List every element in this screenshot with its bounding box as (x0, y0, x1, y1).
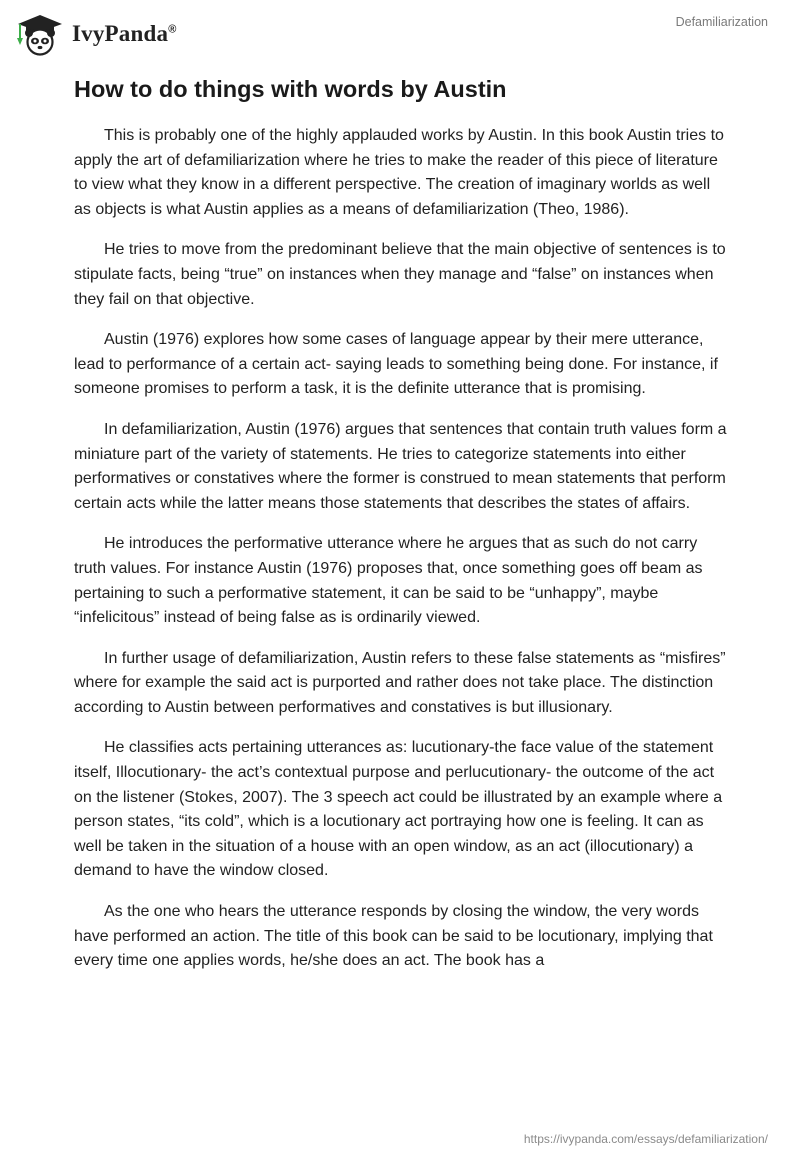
paragraph: In further usage of defamiliarization, Austin refers to these false statements as “misfires” where for example the said act is purported and rather does not take place. The distinction according to Austin between performatives and constatives is but illusionary. (74, 649, 726, 716)
paragraph: He classifies acts pertaining utterances as: lucutionary-the face value of the statement itself, Illocutionary- the act’s contextual purpose and perlucutionary- the outcome of the act on the listener (Stokes, 2007). The 3 speech act could be illustrated by an example where a person states, “its cold”, which is a locutionary act portraying how one is feeling. It can as well be taken in the situation of a house with an open window, as an act (illocutionary) a demand to have the window closed. (74, 739, 723, 880)
paragraph: As the one who hears the utterance responds by closing the window, the very words have performed an action. The title of this book can be said to be locutionary, implying that every time one applies words, he/she does an act. The book has a (74, 903, 713, 970)
source-url[interactable]: https://ivypanda.com/essays/defamiliarization/ (523, 1132, 768, 1146)
page-header (0, 0, 800, 64)
paragraph: Austin (1976) explores how some cases of language appear by their mere utterance, lead to performance of a certain act- saying leads to something being done. For instance, if someone promises to perform a task, it is the definite utterance that is promising. (74, 331, 718, 398)
paragraph: This is probably one of the highly applauded works by Austin. In this book Austin tries to apply the art of defamiliarization where he tries to make the reader of this piece of literature to view what they know in a different perspective. The creation of imaginary worlds as well as objects is what Austin applies as a means of defamiliarization (Theo, 1986). (74, 127, 724, 218)
article-title: How to do things with words by Austin (74, 76, 507, 102)
paragraph: He introduces the performative utterance where he argues that as such do not carry truth values. For instance Austin (1976) proposes that, once something goes off beam as pertaining to such a performative statement, it can be said to be “unhappy”, maybe “infelicitous” instead of being false as is ordinarily viewed. (74, 535, 703, 627)
section-label: Defamiliarization (675, 15, 768, 29)
panda-graduate-icon (14, 12, 66, 56)
paragraph: He tries to move from the predominant believe that the main objective of sentences is to stipulate facts, being “true” on instances when they manage and “false” on instances when they fail on that objective. (74, 241, 726, 308)
brand-name: IvyPanda® (72, 21, 177, 46)
article-body (74, 124, 730, 990)
ivypanda-logo[interactable] (14, 12, 177, 56)
paragraph: In defamiliarization, Austin (1976) argues that sentences that contain truth values form a miniature part of the variety of statements. He tries to categorize statements into either performatives or constatives where the former is construed to mean statements that perform certain acts while the latter means those statements that describes the states of affairs. (74, 420, 727, 512)
